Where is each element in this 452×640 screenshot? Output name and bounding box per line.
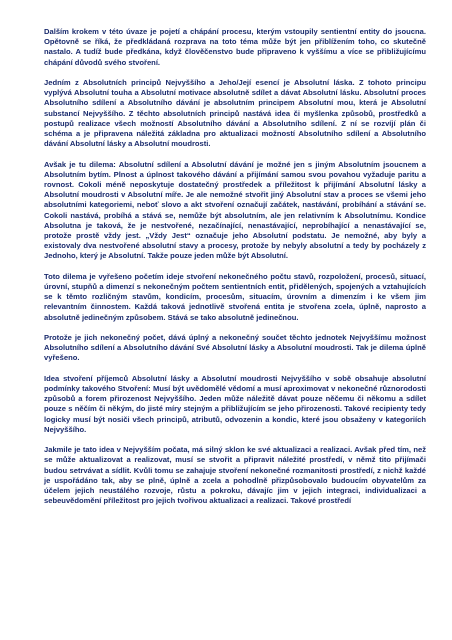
paragraph: Toto dilema je vyřešeno početím ideje stvoření nekonečného počtu stavů, rozpoložení, procesů, situací, úrovní, stupňů a dimenzí s nekonečným počtem sentientních entit, přidělených, spojených a vztahujících se k těmto rozličným stavům, kondicím, procesům, situacím, úrovním a dimenzím i ke všem jim relevantním činnostem. Každá taková jednotlivě stvořená entita je stvořena zcela, úplně, naprosto a absolutně jedinečným způsobem. Stává se tako absolutně jedinečnou.: [44, 271, 426, 322]
paragraph: Jakmile je tato idea v Nejvyšším počata, má silný sklon ke své aktualizaci a realizaci. Avšak před tím, než se může aktualizovat a realizovat, musí se stvořit a připravit náležité prostředí, v němž tito přijímači budou setrvávat a sídlit. Kvůli tomu se zahajuje stvoření nekonečné rozmanitosti prostředí, z nichž každé je uspořádáno tak, aby se plně, úplně a zcela a pohodlně přizpůsobovalo budoucím obyvatelům za účelem jejich neustálého rozvoje, růstu a pokroku, dávajíc jim v jejich integraci, individualizaci a sebeuvědomění příležitost pro jejich tvořivou aktualizaci a realizaci. Takové prostředí: [44, 445, 426, 506]
paragraph: Dalším krokem v této úvaze je pojetí a chápání procesu, kterým vstoupily sentientní entity do jsoucna. Opětovně se říká, že předkládaná rozprava na toto téma může být jen přiblížením toho, co skutečně nastalo. A tudíž bude předkána, když člověčenstvo bude připraveno k vyššímu a více se přibližujícímu chápání důvodů svého stvoření.: [44, 27, 426, 67]
paragraph: Idea stvoření příjemců Absolutní lásky a Absolutní moudrosti Nejvyššího v sobě obsahuje absolutní podmínky takového Stvoření: Musí být uvědomělé vědomí a musí aproximovat v nekonečné různorodosti způsobů a forem přirozenost Nejvyššího. Jeden může náležitě dávat pouze něčemu či někomu a sdílet pouze s něčím či někým, do jisté míry stejným a přibližujícím se jeho přirozenosti. Takové recipienty tedy logicky musí být nosiči všech principů, atributů, odvozenin a kondic, které jsou obsaženy v kategoriích Nejvyššího.: [44, 373, 426, 434]
paragraph: Avšak je tu dilema: Absolutní sdílení a Absolutní dávání je možné jen s jiným Absolutním jsoucnem a Absolutním bytím. Plnost a úplnost takového dávání a přijímání samou svou povahou vyžaduje paritu a rovnost. Cokoli méně neposkytuje dostatečný prostředek a příležitost k přijímání Absolutní lásky a Absolutní moudrosti v Absolutní míře. Je ale nemožné stvořit jiný Absolutní stav a proces se všemi jeho absolutními kategoriemi, neboť slovo a akt stvoření označují začátek, nastávání, probíhání a stávání se. Cokoli nastává, probíhá a stává se, nemůže být absolutním, ale jen relativním k Absolutnímu. Kondice Absolutna je taková, že je nestvořené, nezačínající, nenastávající, neprobíhající a nenastávající se, protože prostě vždy jest. „Vždy Jest“ označuje jeho Absolutní podstatu. Je nemožné, aby byly a existovaly dva nestvořené absolutní stavy a procesy, protože by nebyly absolutní a tedy by pocházely z Jednoho, který je Absolutní. Takže pouze jeden může být Absolutní.: [44, 159, 426, 261]
paragraph: Jedním z Absolutních principů Nejvyššího a Jeho/Její esencí je Absolutní láska. Z tohoto principu vyplývá Absolutní touha a Absolutní motivace absolutně sdílet a dávat Absolutní lásku. Absolutní proces Absolutního sdílení a Absolutního dávání je absolutním principem Absolutní mou, která je Absolutní substancí Nejvyššího. Z těchto absolutních principů nastává idea či myšlenka způsobů, prostředků a postupů realizace všech možností Absolutního dávání a Absolutního sdílení. Z ní se rozvíjí plán či schéma a je připravena náležitá základna pro aktualizaci možností Absolutního sdílení a Absolutního dávání Absolutní lásky a Absolutní moudrosti.: [44, 78, 426, 149]
document-body: [44, 27, 426, 517]
paragraph: Protože je jich nekonečný počet, dává úplný a nekonečný součet těchto jednotek Nejvyššímu možnost Absolutního sdílení a Absolutního dávání Své Absolutní lásky a Absolutní moudrosti. Tak je dilema úplně vyřešeno.: [44, 333, 426, 363]
